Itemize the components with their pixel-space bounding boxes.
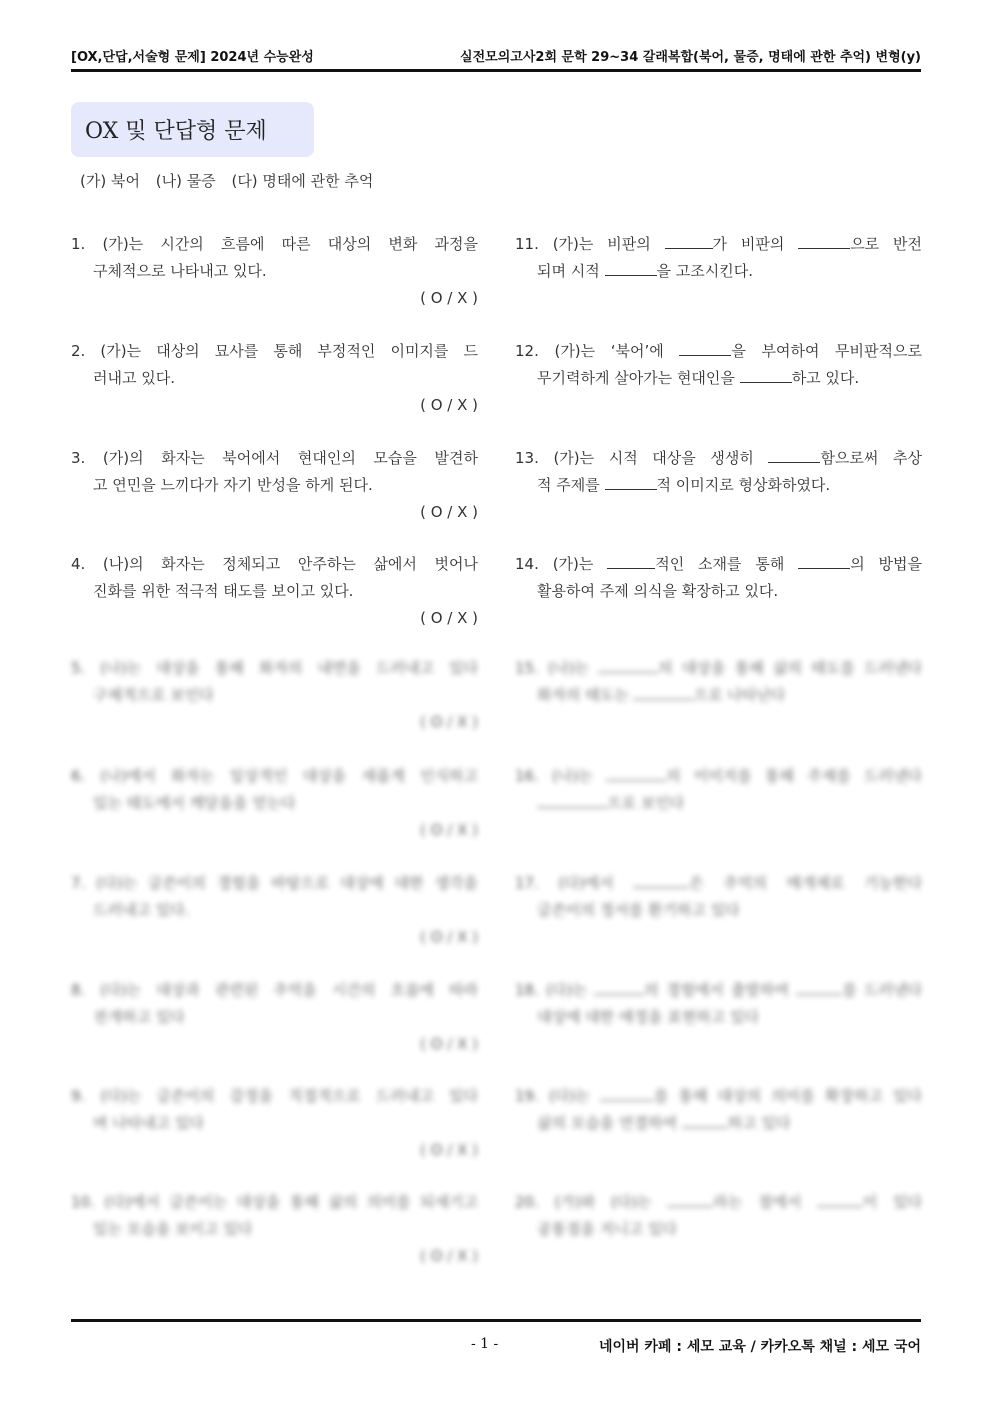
question-text: 라는 점에서: [713, 1193, 817, 1211]
question-text: (가)는: [552, 555, 608, 573]
question-number: 3.: [71, 449, 86, 467]
question-text: 하고 있다: [727, 1114, 791, 1132]
question-item: [71, 1083, 478, 1159]
question-text: 가 비판의: [712, 235, 799, 253]
question-number: 19.: [515, 1087, 539, 1105]
question-number: 9.: [71, 1087, 86, 1105]
question-text: (나)의 화자는 정체되고 안주하는 삶에서 벗어나: [102, 555, 478, 573]
question-text: 하고 있다.: [791, 369, 860, 387]
question-line-1: [71, 1083, 478, 1110]
question-text: 공통점을 지니고 있다: [537, 1220, 677, 1238]
question-number: 20.: [515, 1193, 539, 1211]
question-text: 화자의 태도는: [537, 686, 634, 704]
question-line-1: [71, 870, 478, 897]
question-text: (다)는 대상과 관련된 추억을 시간의 흐름에 따라: [100, 981, 479, 999]
question-line-2: 며 나타내고 있다: [93, 1114, 204, 1132]
question-line-1: [515, 763, 922, 790]
ox-choice[interactable]: ( O / X ): [420, 928, 478, 946]
work-list: [80, 170, 384, 191]
question-text: (다)는: [546, 981, 595, 999]
question-text: 글쓴이의 정서를 환기하고 있다: [537, 901, 740, 919]
question-text: (나)에서 화자는 일상적인 대상을 새롭게 인식하고: [100, 767, 478, 785]
answer-blank[interactable]: [798, 553, 850, 569]
answer-blank[interactable]: [598, 657, 658, 673]
question-item: [515, 338, 922, 392]
question-line-1: [71, 445, 478, 472]
answer-blank[interactable]: [605, 474, 657, 490]
question-item: [515, 231, 922, 285]
question-number: 15.: [515, 659, 539, 677]
question-line-2: 드러내고 있다.: [93, 901, 190, 919]
question-line-2: [515, 790, 922, 817]
question-text: (나)는: [552, 767, 607, 785]
question-item: [515, 1189, 922, 1243]
question-line-2: 있는 태도에서 깨달음을 얻는다: [93, 794, 296, 812]
answer-blank[interactable]: [600, 1085, 654, 1101]
page-header: [71, 40, 921, 72]
question-line-1: [515, 1083, 922, 1110]
work-item: (다) 명태에 관한 추억: [231, 172, 374, 190]
question-text: (다)에서: [558, 874, 634, 892]
question-number: 17.: [515, 874, 539, 892]
header-left-text: [OX,단답,서술형 문제] 2024년 수능완성: [71, 50, 314, 65]
question-text: (가)는 ‘북어’에: [554, 342, 680, 360]
question-item: [71, 655, 479, 731]
question-text: 적 주제를: [537, 476, 605, 494]
question-text: 되며 시적: [537, 262, 605, 280]
answer-blank[interactable]: [798, 233, 850, 249]
question-line-2: [515, 472, 922, 499]
question-text: (가)의 화자는 북어에서 현대인의 모습을 발견하: [102, 449, 478, 467]
question-number: 11.: [515, 235, 539, 253]
question-item: [71, 1189, 478, 1265]
question-text: (가)는 대상의 묘사를 통해 부정적인 이미지를 드: [100, 342, 479, 360]
question-text: 의 경험에서 출발하여: [644, 981, 797, 999]
question-line-2: 진화를 위한 적극적 태도를 보이고 있다.: [93, 582, 354, 600]
answer-blank[interactable]: [768, 447, 820, 463]
question-item: [515, 445, 922, 499]
question-line-2: [515, 578, 922, 605]
question-number: 5.: [71, 659, 86, 677]
ox-choice[interactable]: ( O / X ): [420, 1035, 478, 1053]
ox-choice[interactable]: ( O / X ): [420, 821, 478, 839]
question-line-2: [515, 682, 922, 709]
question-text: 을 고조시킨다.: [656, 262, 753, 280]
question-line-1: [515, 445, 922, 472]
question-line-1: [515, 551, 922, 578]
question-text: 의 대상을 통해 삶의 태도를 드러낸다: [658, 659, 922, 677]
question-number: 2.: [71, 342, 86, 360]
answer-blank[interactable]: [606, 765, 666, 781]
question-line-1: [515, 870, 922, 897]
question-line-1: [71, 1189, 478, 1216]
ox-choice[interactable]: ( O / X ): [420, 1141, 478, 1159]
question-number: 6.: [71, 767, 86, 785]
question-text: 을 부여하여 무비판적으로: [731, 342, 922, 360]
question-number: 14.: [515, 555, 539, 573]
answer-blank[interactable]: [607, 553, 655, 569]
question-line-2: [515, 1216, 922, 1243]
question-number: 1.: [71, 235, 86, 253]
question-text: 삶의 모습을 연결하여: [537, 1114, 682, 1132]
question-text: 으로 반전: [850, 235, 922, 253]
question-line-1: [515, 338, 922, 365]
question-text: 함으로써 추상: [820, 449, 922, 467]
answer-blank[interactable]: [537, 792, 607, 808]
answer-blank[interactable]: [682, 1112, 728, 1128]
ox-choice[interactable]: ( O / X ): [420, 609, 478, 627]
ox-choice[interactable]: ( O / X ): [420, 1247, 478, 1265]
question-number: 12.: [515, 342, 539, 360]
question-text: 활용하여 주제 의식을 확장하고 있다.: [537, 582, 779, 600]
footer-divider: [71, 1319, 921, 1322]
ox-choice[interactable]: ( O / X ): [420, 713, 478, 731]
answer-blank[interactable]: [740, 367, 792, 383]
answer-blank[interactable]: [796, 979, 842, 995]
question-item: [71, 763, 478, 839]
question-text: (다)는 글쓴이의 감정을 직접적으로 드러내고 있다: [100, 1087, 478, 1105]
question-text: 으로 나타난다: [693, 686, 786, 704]
answer-blank[interactable]: [817, 1191, 863, 1207]
question-item: [71, 338, 479, 414]
work-item: (나) 물증: [155, 172, 216, 190]
section-title-box: [71, 102, 314, 157]
question-text: (가)는 비판의: [552, 235, 665, 253]
question-number: 7.: [71, 874, 86, 892]
question-item: [71, 231, 478, 307]
answer-blank[interactable]: [667, 1191, 713, 1207]
question-text: 은 추억의 매개체로 기능한다: [689, 874, 922, 892]
question-number: 16.: [515, 767, 539, 785]
question-item: [515, 870, 922, 924]
answer-blank[interactable]: [679, 340, 731, 356]
section-title: OX 및 단답형 문제: [85, 119, 267, 144]
question-item: [71, 977, 479, 1053]
question-item: [515, 551, 922, 605]
question-text: 이 있다: [862, 1193, 922, 1211]
question-line-1: [515, 231, 922, 258]
question-line-1: [71, 231, 478, 258]
question-text: 적인 소재를 통해: [655, 555, 799, 573]
question-item: [515, 1083, 922, 1137]
question-item: [71, 445, 478, 521]
question-number: 4.: [71, 555, 86, 573]
question-line-1: [71, 655, 478, 682]
question-line-1: [515, 1189, 922, 1216]
answer-blank[interactable]: [594, 979, 644, 995]
question-text: (가)는 시적 대상을 생생히: [553, 449, 769, 467]
question-text: 를 드러낸다: [842, 981, 922, 999]
question-item: [515, 763, 922, 817]
question-item: [71, 870, 478, 946]
question-text: 의 방법을: [850, 555, 922, 573]
question-line-1: [515, 977, 922, 1004]
answer-blank[interactable]: [633, 684, 693, 700]
ox-choice[interactable]: ( O / X ): [420, 289, 478, 307]
question-text: (가)와 (다)는: [554, 1193, 668, 1211]
question-line-1: [71, 338, 478, 365]
question-text: (나)는: [548, 659, 599, 677]
question-line-1: [515, 655, 922, 682]
question-item: [515, 655, 922, 709]
question-line-1: [71, 977, 478, 1004]
question-text: (다)에서 글쓴이는 대상을 통해 삶의 의미를 되새기고: [104, 1193, 478, 1211]
footer-channel-text: 네이버 카페 : 세모 교육 / 카카오톡 채널 : 세모 국어: [598, 1339, 921, 1355]
question-line-1: [71, 763, 478, 790]
question-text: 적 이미지로 형상화하였다.: [656, 476, 831, 494]
header-right-text: 실전모의고사2회 문학 29~34 갈래복합(북어, 물증, 명태에 관한 추억) 변형(y): [460, 50, 921, 65]
question-number: 10.: [71, 1193, 95, 1211]
question-line-2: 있는 모습을 보이고 있다: [93, 1220, 253, 1238]
question-number: 18.: [515, 981, 539, 999]
question-line-2: [515, 1004, 922, 1031]
question-text: (다)는 글쓴이의 경험을 바탕으로 대상에 대한 생각을: [96, 874, 478, 892]
question-item: [71, 551, 478, 627]
question-text: (다)는: [549, 1087, 600, 1105]
question-line-2: [515, 365, 922, 392]
question-text: (가)는 시간의 흐름에 따른 대상의 변화 과정을: [102, 235, 478, 253]
question-line-2: 러내고 있다.: [93, 369, 175, 387]
question-line-1: [71, 551, 478, 578]
page-number: - 1 -: [471, 1336, 499, 1352]
answer-blank[interactable]: [665, 233, 713, 249]
question-text: 를 통해 대상의 의미를 확장하고 있다: [653, 1087, 922, 1105]
question-text: 무기력하게 살아가는 현대인을: [537, 369, 740, 387]
question-line-2: [515, 258, 922, 285]
ox-choice[interactable]: ( O / X ): [420, 503, 478, 521]
question-line-2: 구체적으로 보인다: [93, 686, 214, 704]
answer-blank[interactable]: [633, 872, 689, 888]
question-text: 대상에 대한 애정을 표현하고 있다: [537, 1008, 759, 1026]
question-line-2: [515, 1110, 922, 1137]
question-item: [515, 977, 922, 1031]
question-line-2: 전개하고 있다: [93, 1008, 185, 1026]
work-item: (가) 북어: [80, 172, 140, 190]
question-line-2: 구체적으로 나타내고 있다.: [93, 262, 267, 280]
question-text: 으로 보인다: [607, 794, 685, 812]
question-number: 8.: [71, 981, 86, 999]
question-line-2: 고 연민을 느끼다가 자기 반성을 하게 된다.: [93, 476, 373, 494]
question-text: 의 이미지를 통해 주제를 드러낸다: [666, 767, 922, 785]
question-number: 13.: [515, 449, 539, 467]
question-line-2: [515, 897, 922, 924]
answer-blank[interactable]: [605, 260, 657, 276]
question-text: (나)는 대상을 통해 화자의 내면을 드러내고 있다: [100, 659, 479, 677]
ox-choice[interactable]: ( O / X ): [420, 396, 478, 414]
